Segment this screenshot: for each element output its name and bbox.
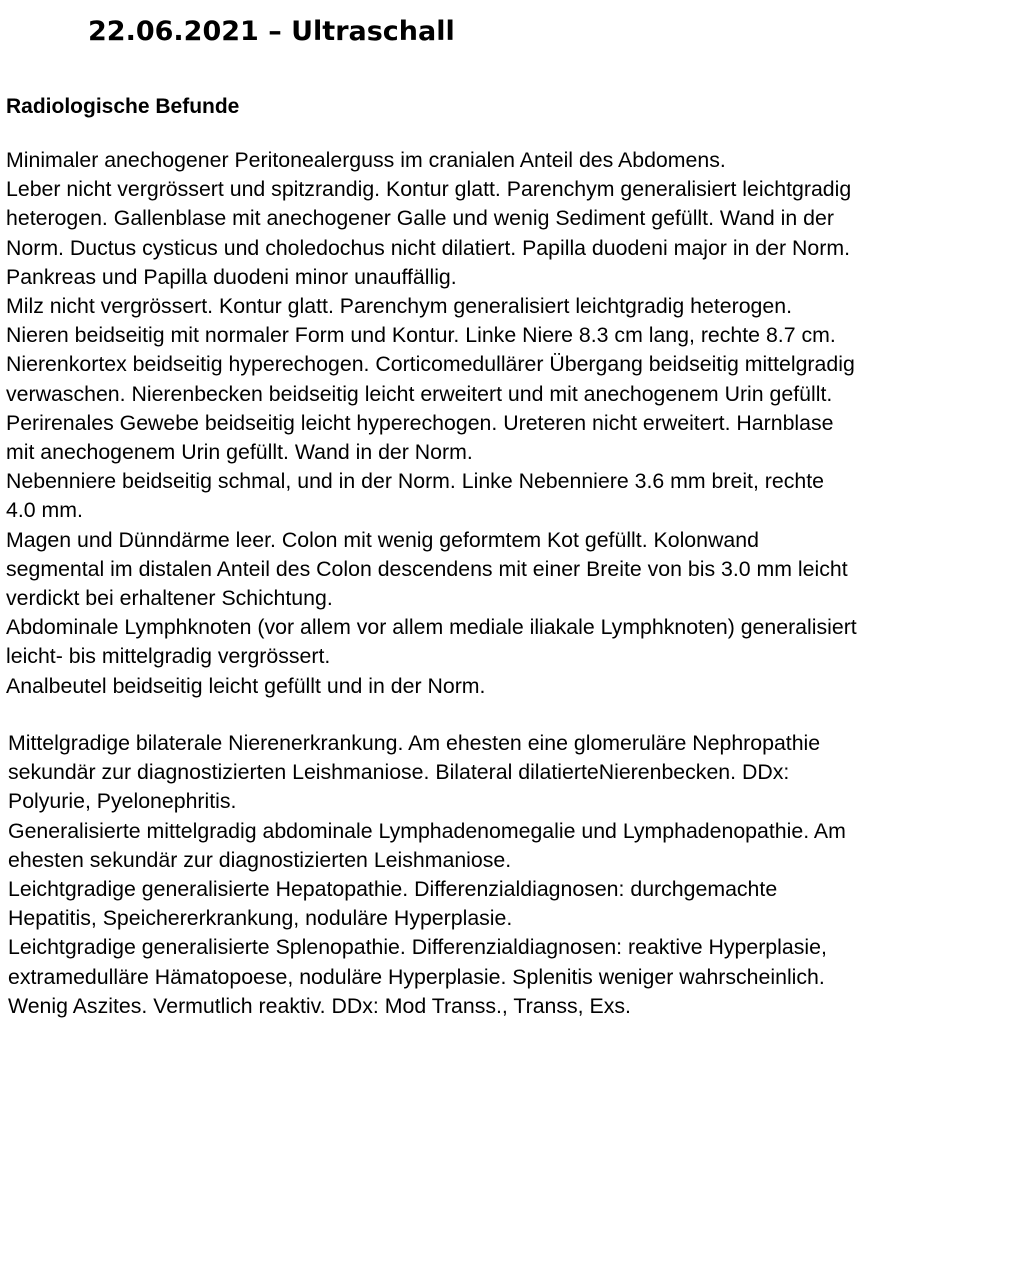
- findings-line: Nebenniere beidseitig schmal, und in der Norm. Linke Nebenniere 3.6 mm breit, rechte: [6, 469, 824, 494]
- findings-line: 4.0 mm.: [6, 498, 83, 523]
- section-heading: Radiologische Befunde: [6, 95, 240, 118]
- assessment-line: ehesten sekundär zur diagnostizierten Leishmaniose.: [8, 847, 512, 872]
- findings-line: Minimaler anechogener Peritonealerguss im cranialen Anteil des Abdomens.: [6, 148, 726, 172]
- findings-line: verwaschen. Nierenbecken beidseitig leicht erweitert und mit anechogenem Urin gefüllt.: [6, 381, 833, 406]
- findings-line: Nieren beidseitig mit normaler Form und Kontur. Linke Niere 8.3 cm lang, rechte 8.7 cm.: [6, 323, 836, 348]
- assessment-line: Generalisierte mittelgradig abdominale Lymphadenomegalie und Lymphadenopathie. Am: [8, 818, 846, 843]
- assessment-line: sekundär zur diagnostizierten Leishmaniose. Bilateral dilatierteNierenbecken. DDx:: [8, 760, 790, 785]
- document-title: 22.06.2021 – Ultraschall: [88, 16, 455, 47]
- assessment-line: Leichtgradige generalisierte Hepatopathie. Differenzialdiagnosen: durchgemachte: [8, 877, 778, 902]
- findings-line: segmental im distalen Anteil des Colon descendens mit einer Breite von bis 3.0 mm leicht: [6, 556, 848, 581]
- findings-line: Norm. Ductus cysticus und choledochus nicht dilatiert. Papilla duodeni major in der Norm.: [6, 235, 850, 260]
- findings-line: Leber nicht vergrössert und spitzrandig. Kontur glatt. Parenchym generalisiert leichtgradig: [6, 177, 852, 202]
- findings-line: verdickt bei erhaltener Schichtung.: [6, 586, 333, 611]
- findings-line: Pankreas und Papilla duodeni minor unauffällig.: [6, 264, 457, 289]
- assessment-block: [8, 729, 1021, 1021]
- findings-block: [6, 146, 1021, 701]
- findings-line: Milz nicht vergrössert. Kontur glatt. Parenchym generalisiert leichtgradig heterogen.: [6, 294, 792, 319]
- assessment-line: Wenig Aszites. Vermutlich reaktiv. DDx: Mod Transs., Transs, Exs.: [8, 993, 631, 1018]
- findings-line: leicht- bis mittelgradig vergrössert.: [6, 644, 331, 669]
- assessment-line: Leichtgradige generalisierte Splenopathie. Differenzialdiagnosen: reaktive Hyperplasie,: [8, 935, 827, 960]
- findings-line: Magen und Dünndärme leer. Colon mit wenig geformtem Kot gefüllt. Kolonwand: [6, 527, 759, 552]
- findings-line: Abdominale Lymphknoten (vor allem vor allem mediale iliakale Lymphknoten) generalisiert: [6, 615, 857, 640]
- assessment-line: Polyurie, Pyelonephritis.: [8, 789, 237, 814]
- assessment-line: Mittelgradige bilaterale Nierenerkrankung. Am ehesten eine glomeruläre Nephropathie: [8, 731, 821, 755]
- assessment-line: extramedulläre Hämatopoese, noduläre Hyperplasie. Splenitis weniger wahrscheinlich.: [8, 964, 825, 989]
- findings-line: heterogen. Gallenblase mit anechogener Galle und wenig Sediment gefüllt. Wand in der: [6, 206, 834, 231]
- findings-line: Perirenales Gewebe beidseitig leicht hyperechogen. Ureteren nicht erweitert. Harnblase: [6, 410, 834, 435]
- findings-line: mit anechogenem Urin gefüllt. Wand in der Norm.: [6, 440, 473, 465]
- assessment-line: Hepatitis, Speichererkrankung, noduläre Hyperplasie.: [8, 906, 513, 931]
- findings-line: Analbeutel beidseitig leicht gefüllt und in der Norm.: [6, 673, 486, 698]
- findings-line: Nierenkortex beidseitig hyperechogen. Corticomedullärer Übergang beidseitig mittelgradig: [6, 352, 855, 377]
